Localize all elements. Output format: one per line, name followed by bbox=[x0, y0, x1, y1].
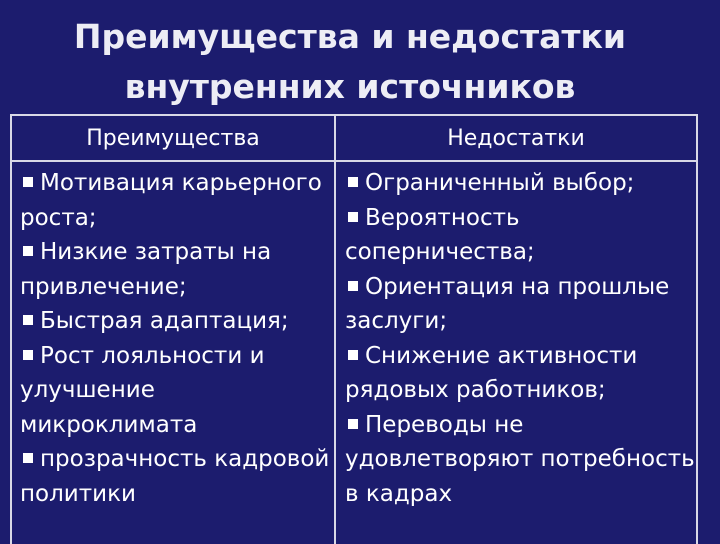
advantage-text: Мотивация карьерного роста; bbox=[20, 170, 322, 231]
disadvantage-item bbox=[345, 201, 695, 270]
disadvantage-item bbox=[345, 270, 695, 339]
square-bullet-icon bbox=[23, 246, 33, 256]
advantage-item bbox=[20, 442, 330, 511]
header-divider bbox=[12, 160, 696, 162]
advantage-item bbox=[20, 339, 330, 443]
title-line-2: внутренних источников bbox=[124, 67, 576, 106]
advantages-header: Преимущества bbox=[86, 126, 260, 151]
advantage-item bbox=[20, 235, 330, 304]
title-line-1: Преимущества и недостатки bbox=[73, 17, 627, 56]
comparison-table bbox=[10, 114, 698, 544]
square-bullet-icon bbox=[23, 350, 33, 360]
square-bullet-icon bbox=[23, 177, 33, 187]
square-bullet-icon bbox=[348, 350, 358, 360]
square-bullet-icon bbox=[348, 419, 358, 429]
column-divider bbox=[334, 116, 336, 544]
advantage-text: Быстрая адаптация; bbox=[40, 308, 289, 334]
disadvantage-text: Снижение активности рядовых работников; bbox=[345, 342, 638, 403]
disadvantage-text: Ориентация на прошлые заслуги; bbox=[345, 273, 670, 334]
disadvantage-text: Вероятность соперничества; bbox=[345, 204, 535, 265]
square-bullet-icon bbox=[23, 315, 33, 325]
disadvantage-item bbox=[345, 408, 695, 512]
advantages-list bbox=[20, 166, 330, 511]
advantage-item bbox=[20, 304, 330, 339]
disadvantage-item bbox=[345, 339, 695, 408]
disadvantage-text: Ограниченный выбор; bbox=[365, 170, 635, 196]
advantage-text: прозрачность кадровой политики bbox=[20, 446, 330, 507]
disadvantage-item bbox=[345, 166, 695, 201]
square-bullet-icon bbox=[23, 453, 33, 463]
advantage-item bbox=[20, 166, 330, 235]
disadvantages-header: Недостатки bbox=[447, 126, 585, 151]
advantage-text: Рост лояльности и улучшение микроклимата bbox=[20, 342, 265, 438]
disadvantage-text: Переводы не удовлетворяют потребность в кадрах bbox=[345, 411, 695, 507]
square-bullet-icon bbox=[348, 212, 358, 222]
slide-title bbox=[0, 12, 700, 112]
square-bullet-icon bbox=[348, 177, 358, 187]
advantage-text: Низкие затраты на привлечение; bbox=[20, 239, 272, 300]
square-bullet-icon bbox=[348, 281, 358, 291]
disadvantages-list bbox=[345, 166, 695, 511]
